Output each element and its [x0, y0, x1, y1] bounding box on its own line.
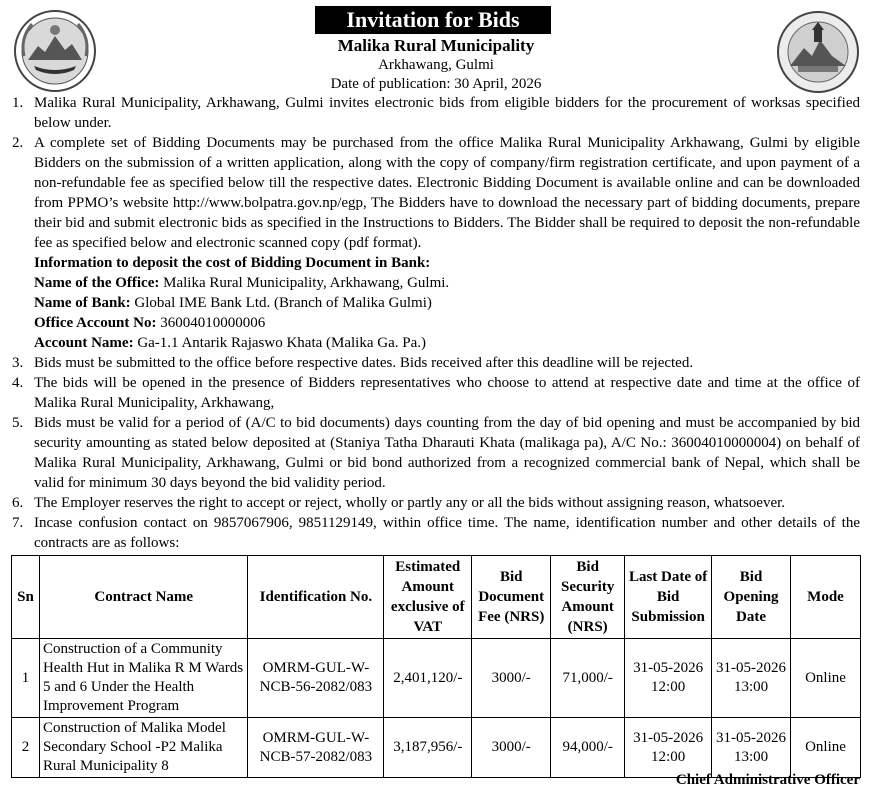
malika-municipality-seal-icon [776, 10, 860, 94]
signature-title: Chief Administrative Officer [675, 772, 860, 788]
bank-name-line: Name of Bank: Global IME Bank Ltd. (Branch of Malika Gulmi) [34, 295, 432, 311]
organization-location: Arkhawang, Gulmi [378, 57, 494, 73]
header-estimated-amount: Estimated Amount exclusive of VAT [384, 556, 472, 639]
notice-item-text: The Employer reserves the right to accept or reject, wholly or partly any or all the bids without assigning reason, whatsoever. [34, 495, 786, 511]
cell-mode: Online [791, 718, 861, 778]
cell-contract-name: Construction of Malika Model Secondary School -P2 Malika Rural Municipality 8 [39, 718, 248, 778]
cell-identification-no: OMRM-GUL-W-NCB-57-2082/083 [248, 718, 384, 778]
cell-estimated-amount: 2,401,120/- [384, 639, 472, 718]
nepal-government-emblem-icon [12, 8, 98, 94]
notice-item: 6. The Employer reserves the right to accept or reject, wholly or partly any or all the bids without assigning reason, whatsoever. [12, 495, 786, 511]
cell-sn: 1 [12, 639, 40, 718]
cell-identification-no: OMRM-GUL-W-NCB-56-2082/083 [248, 639, 384, 718]
header-bid-security: Bid Security Amount (NRS) [551, 556, 625, 639]
notice-item-text: Bids must be submitted to the office before respective dates. Bids received after this deadline will be rejected. [34, 355, 694, 371]
notice-item: 3. Bids must be submitted to the office before respective dates. Bids received after this deadline will be rejected. [12, 355, 694, 371]
contracts-table [11, 555, 861, 778]
bank-account-number-line: Office Account No: 36004010000006 [34, 315, 266, 331]
cell-opening-date: 31-05-2026 13:00 [712, 639, 791, 718]
notice-item: 5. Bids must be valid for a period of (A/C to bid documents) days counting from the day of bid opening and must be accompanied by bid security amounting as stated below deposited at (Staniya Tatha Dharauti Khata (malikaga pa), A/C No.: 36004010000004) on behalf of Malika Rural Municipality, Arkhawang, Gulmi or bid bond authorized from a recognized commercial bank of Nepal, which shall be valid for minimum 30 days beyond the bid validity period. [12, 415, 860, 491]
cell-opening-date: 31-05-2026 13:00 [712, 718, 791, 778]
header-mode: Mode [791, 556, 861, 639]
table-row [12, 639, 861, 718]
table-header-row [12, 556, 861, 639]
notice-item-text: Malika Rural Municipality, Arkhawang, Gulmi invites electronic bids from eligible bidders for the procurement of worksas specified below under. [34, 95, 860, 131]
notice-item: 7. Incase confusion contact on 9857067906, 9851129149, within office time. The name, identification number and other details of the contracts are as follows: [12, 515, 860, 551]
publication-date: Date of publication: 30 April, 2026 [330, 76, 542, 92]
notice-item-text: Bids must be valid for a period of (A/C to bid documents) days counting from the day of bid opening and must be accompanied by bid security amounting as stated below deposited at (Staniya Tatha Dharauti Khata (malikaga pa), A/C No.: 36004010000004) on behalf of Malika Rural Municipality, Arkhawang, Gulmi or bid bond authorized from a recognized commercial bank of Nepal, which shall be valid for minimum 30 days beyond the bid validity period. [34, 415, 860, 491]
cell-bid-document-fee: 3000/- [472, 718, 551, 778]
table-row [12, 718, 861, 778]
header-bid-document-fee: Bid Document Fee (NRS) [472, 556, 551, 639]
bank-office-line: Name of the Office: Malika Rural Municipality, Arkhawang, Gulmi. [34, 275, 450, 291]
header-opening-date: Bid Opening Date [712, 556, 791, 639]
cell-mode: Online [791, 639, 861, 718]
cell-bid-security: 94,000/- [551, 718, 625, 778]
cell-contract-name: Construction of a Community Health Hut in Malika R M Wards 5 and 6 Under the Health Improvement Program [39, 639, 248, 718]
header-last-date: Last Date of Bid Submission [625, 556, 712, 639]
bank-account-name-line: Account Name: Ga-1.1 Antarik Rajaswo Khata (Malika Ga. Pa.) [34, 335, 426, 351]
organization-name: Malika Rural Municipality [337, 36, 535, 55]
header-sn: Sn [12, 556, 40, 639]
cell-last-date: 31-05-2026 12:00 [625, 718, 712, 778]
bank-info-heading: Information to deposit the cost of Bidding Document in Bank: [34, 255, 431, 271]
notice-item-text: A complete set of Bidding Documents may be purchased from the office Malika Rural Municipality Arkhawang, Gulmi by eligible Bidders on the submission of a written application, along with the copy of company/firm registration certificate, and upon payment of a non-refundable fee as specified below till the respective dates. Electronic Bidding Document is available online and can be downloaded from PPMO’s website http://www.bolpatra.gov.np/egp, The Bidders have to download the necessary part of bidding documents, prepare their bid and submit electronic bids as specified in the Instructions to Bidders. The Bidder shall be required to deposit the non-refundable fee as specified below and electronic scanned copy (pdf format). [34, 135, 860, 251]
notice-item-text: The bids will be opened in the presence of Bidders representatives who choose to attend at respective date and time at the office of Malika Rural Municipality, Arkhawang, [34, 375, 860, 411]
cell-bid-document-fee: 3000/- [472, 639, 551, 718]
cell-last-date: 31-05-2026 12:00 [625, 639, 712, 718]
cell-bid-security: 71,000/- [551, 639, 625, 718]
cell-sn: 2 [12, 718, 40, 778]
header-identification-no: Identification No. [248, 556, 384, 639]
notice-title: Invitation for Bids [315, 6, 551, 34]
notice-item-text: Incase confusion contact on 9857067906, 9851129149, within office time. The name, identification number and other details of the contracts are as follows: [34, 515, 860, 551]
notice-body [12, 93, 860, 553]
notice-item: 2. A complete set of Bidding Documents may be purchased from the office Malika Rural Municipality Arkhawang, Gulmi by eligible Bidders on the submission of a written application, along with the copy of company/firm registration certificate, and upon payment of a non-refundable fee as specified below till the respective dates. Electronic Bidding Document is available online and can be downloaded from PPMO’s website http://www.bolpatra.gov.np/egp, The Bidders have to download the necessary part of bidding documents, prepare their bid and submit electronic bids as specified in the Instructions to Bidders. The Bidder shall be required to deposit the non-refundable fee as specified below and electronic scanned copy (pdf format). [12, 135, 860, 251]
cell-estimated-amount: 3,187,956/- [384, 718, 472, 778]
notice-item: 1. Malika Rural Municipality, Arkhawang, Gulmi invites electronic bids from eligible bidders for the procurement of worksas specified below under. [12, 95, 860, 131]
header-contract-name: Contract Name [39, 556, 248, 639]
notice-item: 4. The bids will be opened in the presence of Bidders representatives who choose to attend at respective date and time at the office of Malika Rural Municipality, Arkhawang, [12, 375, 860, 411]
